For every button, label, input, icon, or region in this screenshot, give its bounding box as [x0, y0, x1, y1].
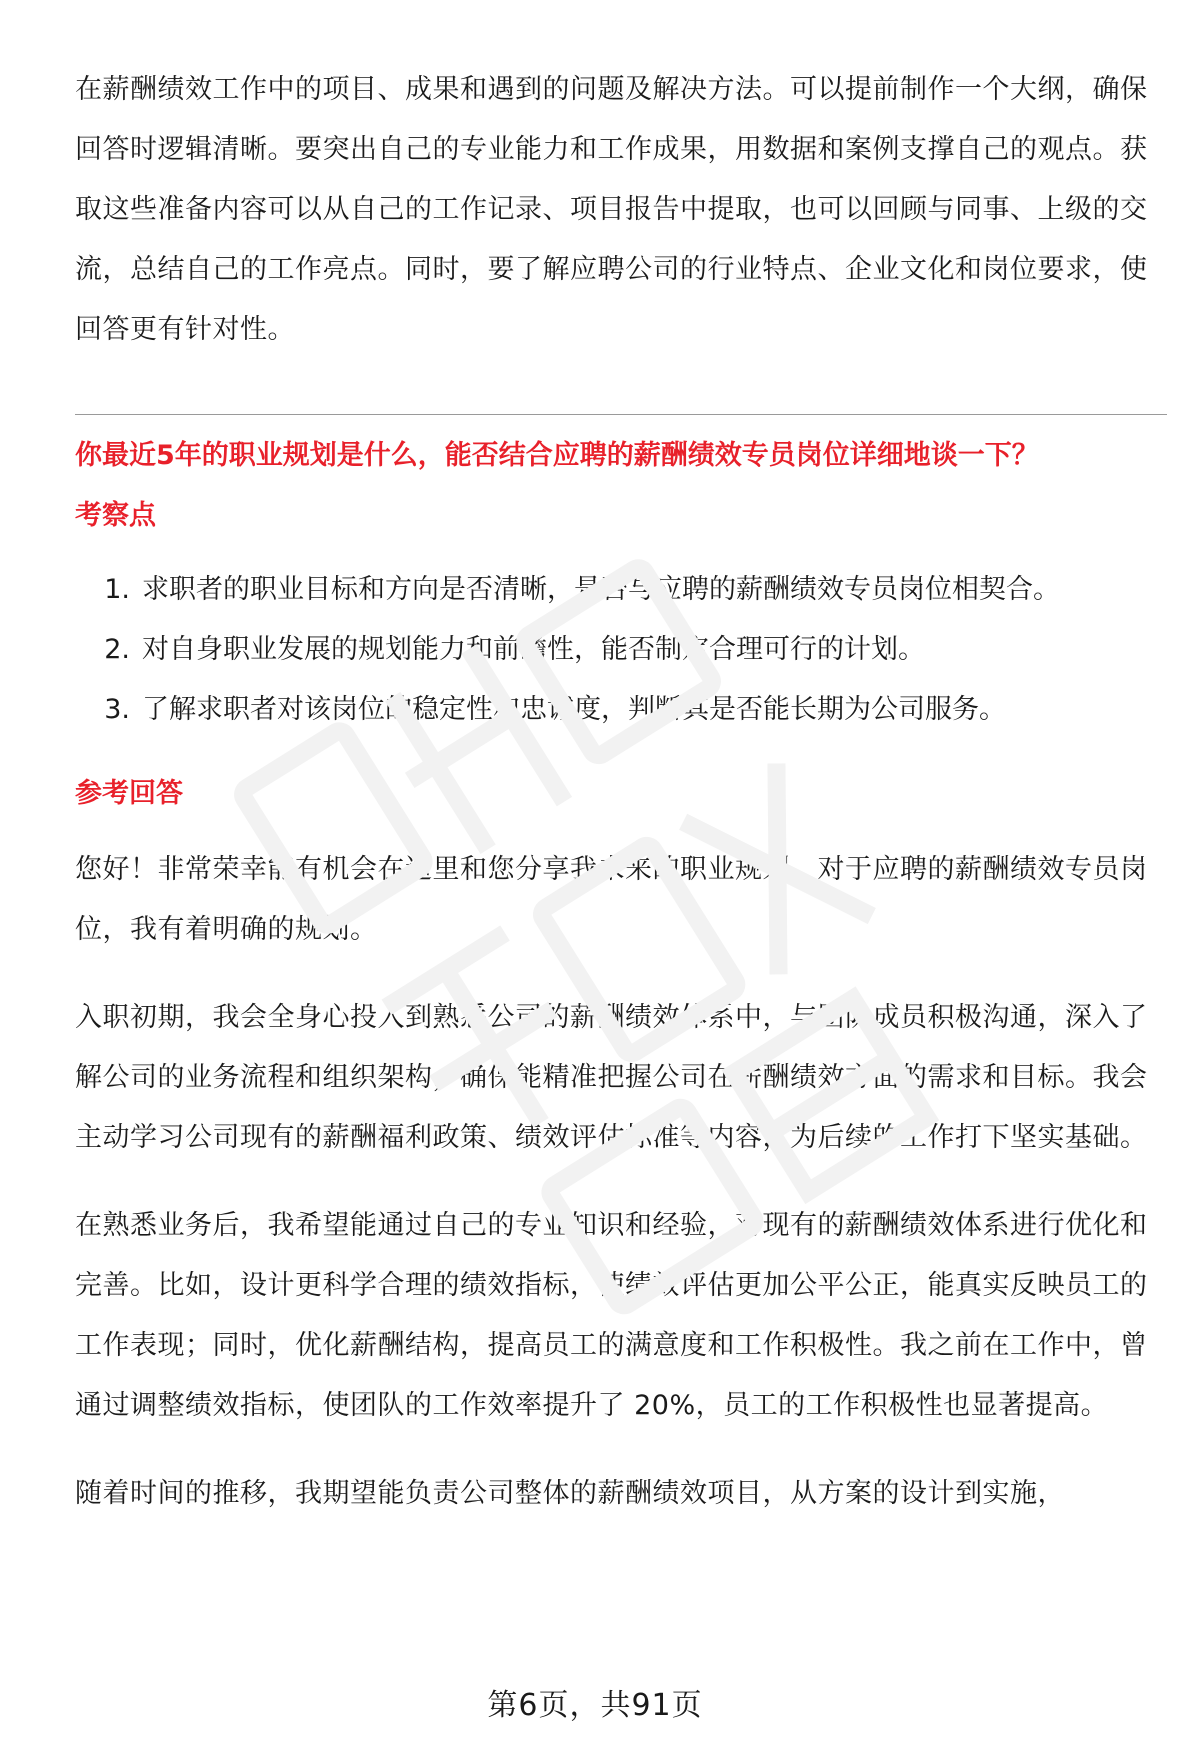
list-item-number: 3. — [104, 694, 130, 725]
list-item — [75, 680, 1167, 740]
exam-points-heading: 考察点 — [75, 500, 156, 531]
answer-paragraph: 在熟悉业务后，我希望能通过自己的专业知识和经验，对现有的薪酬绩效体系进行优化和完善。比如，设计更科学合理的绩效指标，使绩效评估更加公平公正，能真实反映员工的工作表现；同时，优化薪酬结构，提高员工的满意度和工作积极性。我之前在工作中，曾通过调整绩效指标，使团队的工作效率提升了 20%，员工的工作积极性也显著提高。 — [75, 1210, 1148, 1421]
list-item-text: 了解求职者对该岗位的稳定性和忠诚度，判断其是否能长期为公司服务。 — [142, 694, 1006, 725]
reference-answer-heading: 参考回答 — [75, 778, 183, 809]
answer-paragraph: 您好！非常荣幸能有机会在这里和您分享我未来的职业规划。对于应聘的薪酬绩效专员岗位，我有着明确的规划。 — [75, 854, 1148, 945]
reference-answer-body — [75, 840, 1167, 1524]
list-item — [75, 620, 1167, 680]
list-item-number: 2. — [104, 634, 130, 665]
list-item-number: 1. — [104, 574, 130, 605]
intro-paragraph: 在薪酬绩效工作中的项目、成果和遇到的问题及解决方法。可以提前制作一个大纲，确保回答时逻辑清晰。要突出自己的专业能力和工作成果，用数据和案例支撑自己的观点。获取这些准备内容可以从自己的工作记录、项目报告中提取，也可以回顾与同事、上级的交流，总结自己的工作亮点。同时，要了解应聘公司的行业特点、企业文化和岗位要求，使回答更有针对性。 — [75, 74, 1148, 345]
list-item-text: 对自身职业发展的规划能力和前瞻性，能否制定合理可行的计划。 — [142, 634, 925, 665]
page-footer: 第6页，共91页 — [487, 1688, 703, 1723]
list-item — [75, 560, 1167, 620]
exam-points-list — [75, 560, 1167, 740]
answer-paragraph: 入职初期，我会全身心投入到熟悉公司的薪酬绩效体系中，与团队成员积极沟通，深入了解公司的业务流程和组织架构，确保能精准把握公司在薪酬绩效方面的需求和目标。我会主动学习公司现有的薪酬福利政策、绩效评估标准等内容，为后续的工作打下坚实基础。 — [75, 1002, 1148, 1153]
section-divider — [75, 414, 1167, 415]
intro-block — [75, 60, 1167, 360]
question-title: 你最近5年的职业规划是什么，能否结合应聘的薪酬绩效专员岗位详细地谈一下？ — [75, 440, 1039, 471]
answer-paragraph: 随着时间的推移，我期望能负责公司整体的薪酬绩效项目，从方案的设计到实施， — [75, 1478, 1065, 1509]
list-item-text: 求职者的职业目标和方向是否清晰，是否与应聘的薪酬绩效专员岗位相契合。 — [142, 574, 1060, 605]
